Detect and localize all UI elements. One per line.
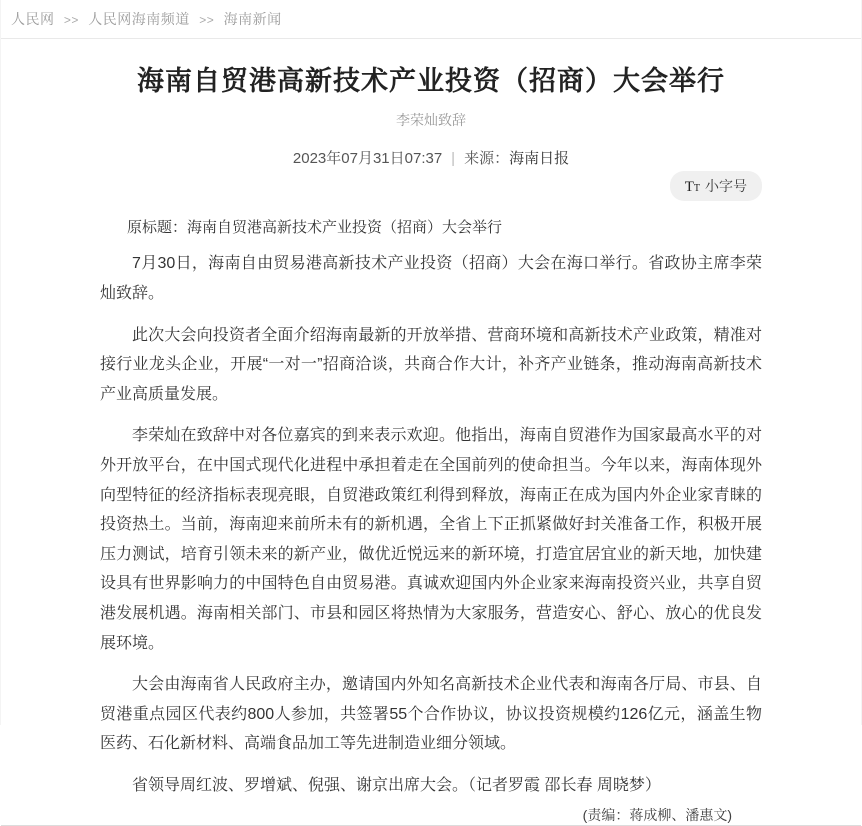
font-size-button[interactable] (670, 171, 762, 201)
breadcrumb-separator: >> (63, 13, 79, 27)
original-title (100, 216, 762, 237)
article-toolbar (100, 171, 762, 199)
breadcrumb-link-hainan-channel[interactable]: 人民网海南频道 (88, 11, 190, 27)
breadcrumb-bar (1, 0, 861, 39)
font-size-label: 小字号 (705, 178, 747, 195)
editor-note: (责编：蒋成柳、潘惠文) (582, 807, 732, 824)
article-paragraph: 大会由海南省人民政府主办，邀请国内外知名高新技术企业代表和海南各厅局、市县、自贸港重点园区代表约800人参加，共签署55个合作协议，协议投资规模约126亿元，涵盖生物医药、石化新材料、高端食品加工等先进制造业细分领域。 (100, 676, 762, 753)
publish-date: 2023年07月31日07:37 (292, 150, 443, 168)
original-title-text: 海南自贸港高新技术产业投资（招商）大会举行 (187, 219, 503, 237)
meta-divider: | (451, 150, 456, 168)
article-paragraph: 省领导周红波、罗增斌、倪强、谢京出席大会。（记者罗霞 邵长春 周晓梦） (132, 776, 661, 794)
article-body (100, 249, 762, 800)
breadcrumb-link-hainan-news[interactable]: 海南新闻 (223, 11, 282, 27)
article-paragraph: 此次大会向投资者全面介绍海南最新的开放举措、营商环境和高新技术产业政策，精准对接行业龙头企业，开展“一对一”招商洽谈，共商合作大计，补齐产业链条，推动海南高新技术产业高质量发展。 (100, 326, 762, 403)
article-paragraph: 7月30日，海南自由贸易港高新技术产业投资（招商）大会在海口举行。省政协主席李荣灿致辞。 (100, 255, 762, 302)
breadcrumb (11, 9, 851, 29)
article-paragraph: 李荣灿在致辞中对各位嘉宾的到来表示欢迎。他指出，海南自贸港作为国家最高水平的对外开放平台，在中国式现代化进程中承担着走在全国前列的使命担当。今年以来，海南体现外向型特征的经济指标表现亮眼，自贸港政策红利得到释放，海南正在成为国内外企业家青睐的投资热土。当前，海南迎来前所未有的新机遇，全省上下正抓紧做好封关准备工作，积极开展压力测试，培育引领未来的新产业，做优近悦远来的新环境，打造宜居宜业的新天地，加快建设具有世界影响力的中国特色自由贸易港。真诚欢迎国内外企业家来海南投资兴业，共享自贸港发展机遇。海南相关部门、市县和园区将热情为大家服务，营造安心、舒心、放心的优良发展环境。 (100, 427, 762, 652)
breadcrumb-separator: >> (199, 13, 215, 27)
source-link[interactable]: 海南日报 (509, 150, 570, 168)
article-title: 海南自贸港高新技术产业投资（招商）大会举行 (137, 66, 725, 96)
font-size-icon: TT (684, 179, 700, 196)
article-subtitle: 李荣灿致辞 (396, 112, 466, 129)
breadcrumb-link-peoples-daily[interactable]: 人民网 (11, 11, 55, 27)
article-meta (100, 147, 762, 168)
source-label: 来源： (464, 150, 510, 168)
article-content (100, 39, 762, 825)
original-title-label: 原标题： (127, 219, 188, 237)
